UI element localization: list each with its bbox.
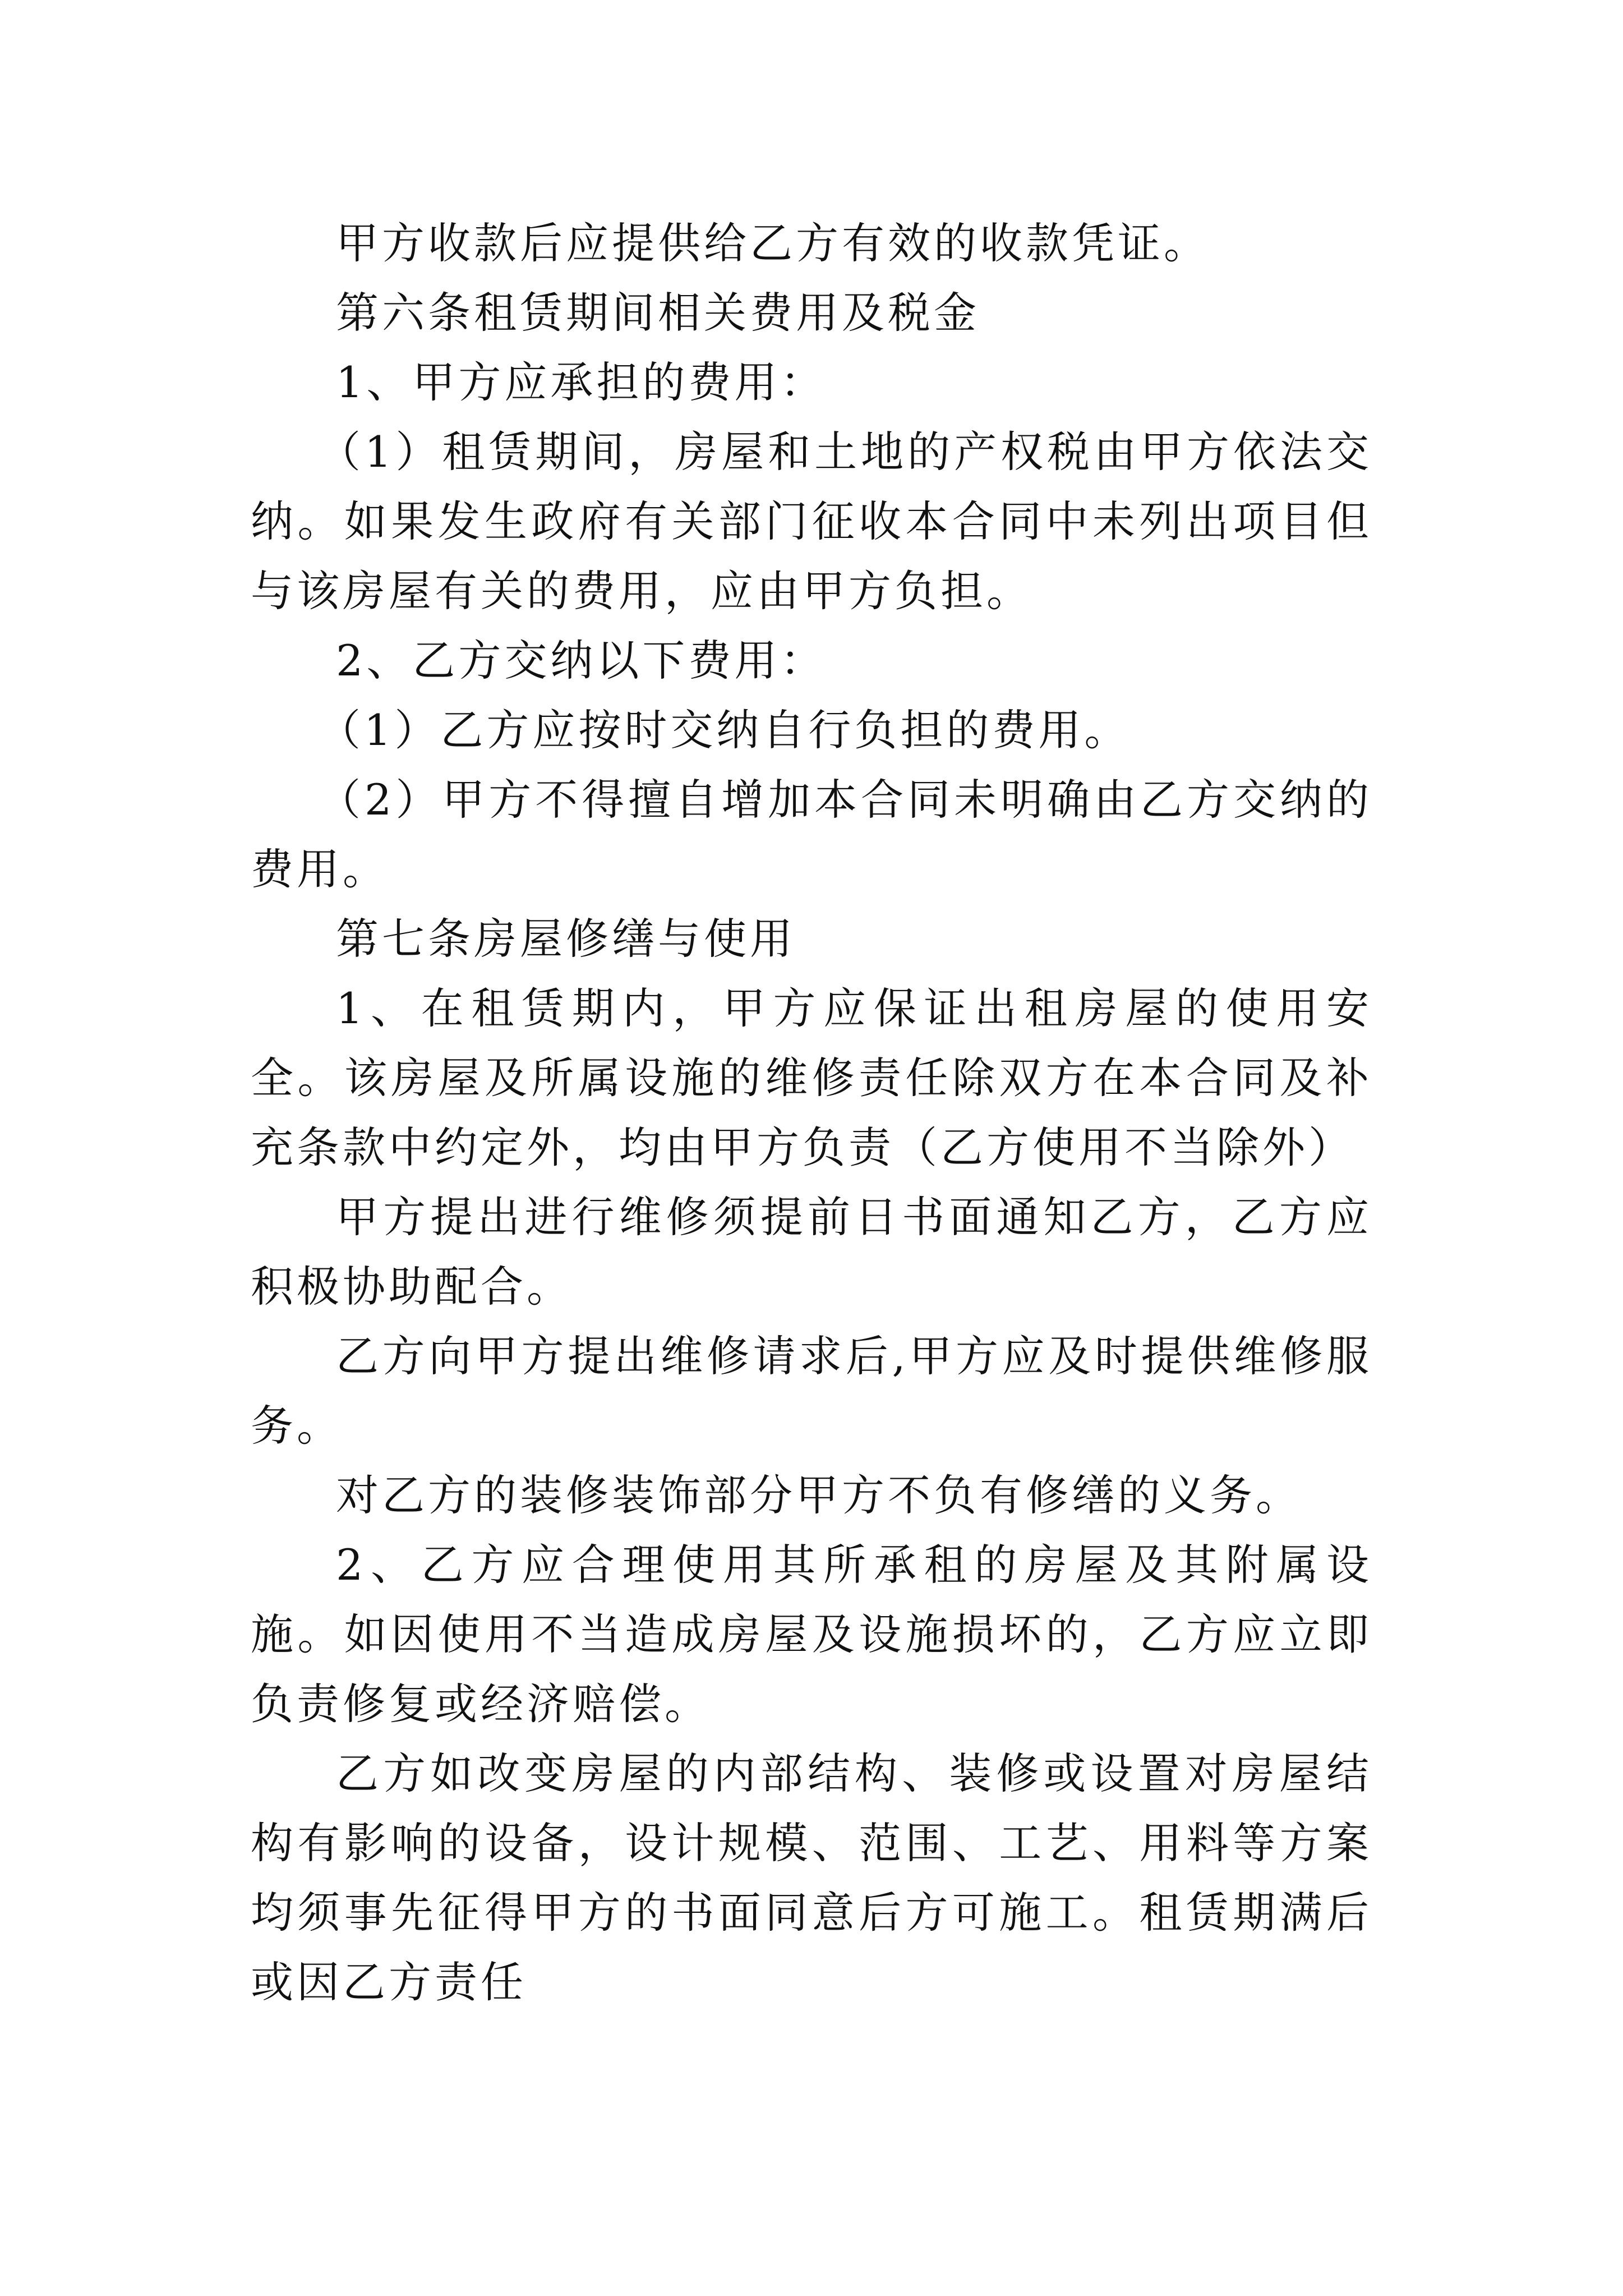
paragraph-party-b-fees: 2、乙方交纳以下费用： xyxy=(336,636,827,685)
paragraph-party-a-fees: 1、甲方应承担的费用： xyxy=(336,357,827,407)
paragraph-structure-change: 乙方如改变房屋的内部结构、装修或设置对房屋结构有影响的设备，设计规模、范围、工艺、用料等方案均须事先征得甲方的书面同意后方可施工。租赁期满后或因乙方责任 xyxy=(251,1749,1372,2007)
paragraph-b-pay-on-time: （1）乙方应按时交纳自行负担的费用。 xyxy=(318,705,1131,755)
paragraph-property-tax: （1）租赁期间，房屋和土地的产权税由甲方依法交纳。如果发生政府有关部门征收本合同中未列出项目但与该房屋有关的费用，应由甲方负担。 xyxy=(251,427,1372,616)
paragraph-no-extra-fees: （2）甲方不得擅自增加本合同未明确由乙方交纳的费用。 xyxy=(251,775,1372,894)
paragraph-repair-request: 乙方向甲方提出维修请求后,甲方应及时提供维修服务。 xyxy=(251,1331,1372,1451)
paragraph-decoration: 对乙方的装修装饰部分甲方不负有修缮的义务。 xyxy=(336,1470,1302,1520)
document-body xyxy=(251,209,1372,2017)
paragraph-repair-notice: 甲方提出进行维修须提前日书面通知乙方，乙方应积极协助配合。 xyxy=(251,1192,1372,1312)
paragraph-safety-maintenance: 1、在租赁期内，甲方应保证出租房屋的使用安全。该房屋及所属设施的维修责任除双方在本合同及补充条款中约定外，均由甲方负责（乙方使用不当除外） xyxy=(251,983,1372,1172)
heading-article-7: 第七条房屋修缮与使用 xyxy=(336,914,796,964)
paragraph-proper-use: 2、乙方应合理使用其所承租的房屋及其附属设施。如因使用不当造成房屋及设施损坏的，乙方应立即负责修复或经济赔偿。 xyxy=(251,1540,1372,1729)
paragraph-receipt: 甲方收款后应提供给乙方有效的收款凭证。 xyxy=(336,218,1210,268)
heading-article-6: 第六条租赁期间相关费用及税金 xyxy=(336,288,980,338)
